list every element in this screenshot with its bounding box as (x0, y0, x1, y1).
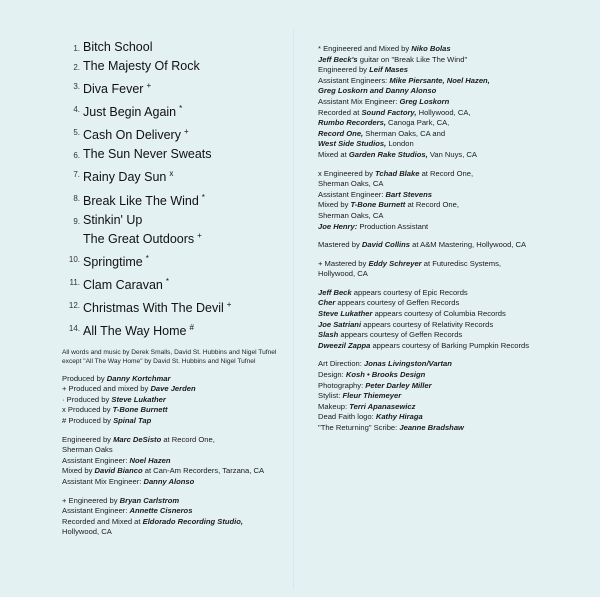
credit-text: at Futuredisc Systems, (421, 258, 501, 268)
credit-line (318, 129, 588, 140)
credit-name: Rumbo Recorders, (318, 118, 386, 128)
credit-name: Noel Hazen (129, 455, 171, 465)
credit-name: Jeff Beck's (318, 54, 358, 64)
track-number: 9. (73, 216, 80, 226)
credit-text: · Produced by (62, 394, 112, 404)
track-mark: * (201, 192, 205, 202)
credit-line (62, 477, 292, 488)
track-item (62, 101, 292, 120)
track-title-line: The Sun Never Sweats (83, 147, 212, 162)
credit-text: at Record One, (405, 200, 459, 210)
credit-name: Kathy Hiraga (375, 412, 423, 422)
track-item (62, 124, 292, 143)
track-number: 1. (73, 44, 80, 53)
credit-text: Assistant Engineer: (62, 506, 130, 516)
credit-name: Sound Factory, (361, 107, 417, 117)
credit-line (318, 240, 588, 251)
track-title-line: Clam Caravan (83, 278, 163, 293)
track-number: 14. (68, 324, 80, 334)
credit-text: Assistant Mix Engineer: (318, 96, 400, 106)
track-title (83, 274, 169, 293)
credit-text: London (386, 139, 414, 149)
track-item (62, 59, 292, 74)
credit-name: Bryan Carlstrom (119, 495, 180, 505)
track-number: 8. (73, 193, 80, 203)
track-title-line: The Great Outdoors (83, 231, 195, 246)
credit-line (318, 381, 588, 392)
credit-line (318, 423, 588, 434)
left-column (62, 40, 292, 538)
track-title-line: Diva Fever (83, 82, 144, 97)
credit-line (318, 298, 588, 309)
track-title (83, 297, 231, 316)
credit-text: x Produced by (62, 405, 113, 415)
credit-block (318, 44, 588, 161)
credit-name: Mike Piersante, Noel Hazen, (389, 75, 490, 85)
credit-name: Garden Rake Studios, (348, 149, 428, 159)
credit-line (318, 65, 588, 76)
credit-text: + Mastered by (318, 258, 369, 268)
track-item (62, 40, 292, 55)
credit-line (318, 179, 588, 190)
track-title (83, 320, 194, 339)
credit-line (318, 97, 588, 108)
credit-name: Leif Mases (369, 65, 408, 75)
credit-line (318, 412, 588, 423)
credit-name: Cher (318, 298, 336, 308)
credit-text: appears courtesy of Relativity Records (361, 319, 494, 329)
credit-line (62, 405, 292, 416)
credit-name: Jeanne Bradshaw (399, 423, 464, 432)
track-title (83, 124, 189, 143)
credit-name: Steve Lukather (111, 394, 166, 404)
credit-text: at Record One, (419, 168, 474, 178)
credit-line (62, 395, 292, 406)
credit-name: Jonas Livingston/Vartan (364, 359, 452, 369)
track-item (62, 190, 292, 209)
credit-line (62, 506, 292, 517)
track-mark: * (179, 104, 183, 114)
track-number: 7. (73, 170, 80, 180)
track-mark: + (197, 230, 202, 240)
credit-line (318, 169, 588, 180)
credit-text: Recorded and Mixed at (62, 516, 143, 526)
credit-line (318, 150, 588, 161)
track-title-line: Stinkin' Up (83, 212, 143, 227)
credit-text: Hollywood, CA (318, 269, 368, 279)
credit-line (62, 374, 292, 385)
credit-text: Assistant Engineers: (318, 75, 390, 85)
credit-name: Annette Cisneros (129, 506, 193, 516)
credit-name: Dweezil Zappa (318, 340, 371, 350)
credit-name: Kosh • Brooks Design (345, 370, 426, 380)
credit-text: Makeup: (318, 401, 350, 411)
credit-name: Greg Loskorn and Danny Alonso (318, 86, 437, 96)
credit-line (318, 76, 588, 87)
credit-text: appears courtesy of Geffen Records (335, 298, 460, 308)
credit-text: + Produced and mixed by (62, 384, 151, 394)
credit-text: Stylist: (318, 391, 343, 401)
credit-block (318, 288, 588, 352)
credit-text: appears courtesy of Barking Pumpkin Records (370, 340, 530, 350)
track-mark: x (169, 169, 174, 179)
track-item (62, 251, 292, 270)
credit-line (318, 139, 588, 150)
credit-line (62, 517, 292, 528)
credit-name: Joe Satriani (318, 319, 362, 329)
credit-line (62, 527, 292, 538)
track-number: 11. (69, 278, 80, 288)
track-title (83, 147, 212, 162)
credit-name: Danny Kortchmar (106, 373, 171, 383)
credit-line (62, 384, 292, 395)
credit-line (318, 269, 588, 280)
track-title-line: All The Way Home (83, 324, 187, 339)
credit-text: Produced by (62, 373, 107, 383)
credit-line (318, 330, 588, 341)
credit-line (318, 190, 588, 201)
credit-line (318, 402, 588, 413)
track-item (62, 297, 292, 316)
credit-name: David Collins (361, 240, 411, 250)
track-item (62, 213, 292, 247)
credit-text: Design: (318, 370, 346, 380)
credit-text: + Engineered by (62, 495, 120, 505)
credit-block (62, 435, 292, 488)
credit-line (62, 466, 292, 477)
credit-line (318, 44, 588, 55)
credit-text: Engineered by (318, 65, 370, 75)
credit-line (318, 200, 588, 211)
track-mark: # (189, 323, 194, 333)
track-item (62, 320, 292, 339)
credit-block (62, 374, 292, 427)
credit-text: Recorded at (318, 107, 362, 117)
track-title-line: Rainy Day Sun (83, 170, 167, 185)
credit-block (318, 240, 588, 251)
credit-text: guitar on "Break Like The Wind" (357, 54, 468, 64)
credit-text: Sherman Oaks (62, 445, 113, 455)
credit-name: Jeff Beck (318, 287, 352, 297)
track-title-line: Christmas With The Devil (83, 301, 224, 316)
credit-text: appears courtesy of Epic Records (351, 287, 468, 297)
credit-line (318, 55, 588, 66)
track-item (62, 274, 292, 293)
left-credits (62, 374, 292, 538)
right-credits (318, 44, 588, 434)
track-title-line: Bitch School (83, 40, 153, 54)
credit-text: Hollywood, CA, (416, 107, 471, 117)
credit-line (62, 496, 292, 507)
track-number: 3. (73, 82, 80, 91)
track-title (83, 190, 205, 209)
credit-line (318, 211, 588, 222)
credit-name: Steve Lukather (318, 309, 373, 319)
credit-name: Danny Alonso (143, 476, 195, 486)
credit-block (318, 359, 588, 433)
credit-name: David Bianco (94, 466, 143, 476)
track-title (83, 40, 152, 55)
track-number: 4. (73, 105, 80, 115)
credit-name: Spinal Tap (113, 415, 152, 425)
credit-name: Terri Apanasewicz (349, 401, 416, 411)
credit-text: Mixed by (318, 200, 351, 210)
track-number: 2. (73, 63, 80, 72)
credit-text: Mastered by (318, 240, 362, 250)
track-title (83, 101, 182, 120)
credit-text: Assistant Engineer: (318, 189, 386, 199)
track-number: 10. (68, 254, 80, 264)
track-title-line: Just Begin Again (83, 105, 177, 120)
credit-name: Niko Bolas (411, 44, 451, 53)
credit-text: Engineered by (62, 434, 114, 444)
credit-name: T-Bone Burnett (350, 200, 406, 210)
credit-text: Sherman Oaks, CA and (363, 128, 446, 138)
credit-line (318, 222, 588, 233)
track-mark: * (165, 277, 170, 287)
credit-text: Dead Faith logo: (318, 412, 376, 422)
credit-name: Peter Darley Miller (365, 380, 432, 390)
credit-text: Van Nuys, CA (427, 149, 477, 159)
credit-text: * Engineered and Mixed by (318, 44, 412, 53)
track-item (62, 78, 292, 97)
track-title (83, 251, 149, 270)
credit-line (318, 86, 588, 97)
track-title (83, 213, 202, 247)
credit-block (318, 169, 588, 233)
credit-text: Assistant Mix Engineer: (62, 476, 144, 486)
track-title (83, 59, 200, 74)
credit-text: Photography: (318, 380, 366, 390)
credit-text: x Engineered by (318, 168, 375, 178)
credit-text: at Can-Am Recorders, Tarzana, CA (142, 466, 265, 476)
credit-name: T-Bone Burnett (112, 405, 168, 415)
credit-line (318, 309, 588, 320)
credit-block (62, 496, 292, 538)
tracklist (62, 40, 292, 340)
credit-name: Dave Jerden (150, 384, 196, 394)
credit-text: appears courtesy of Columbia Records (372, 309, 506, 319)
credit-text: # Produced by (62, 415, 114, 425)
track-title-line: Cash On Delivery (83, 128, 181, 143)
credit-line (318, 118, 588, 129)
track-mark: + (146, 81, 152, 90)
credit-text: Sherman Oaks, CA (318, 179, 384, 189)
track-number: 5. (73, 128, 80, 138)
track-item (62, 147, 292, 162)
track-title-line: Break Like The Wind (83, 193, 199, 208)
credit-line (318, 259, 588, 270)
credit-name: Marc DeSisto (113, 434, 162, 444)
credit-line (318, 288, 588, 299)
credit-line (318, 391, 588, 402)
credit-line (318, 108, 588, 119)
track-item (62, 166, 292, 185)
track-title (83, 166, 173, 185)
credit-line (62, 445, 292, 456)
credit-name: Fleur Thiemeyer (342, 391, 402, 401)
credit-name: West Side Studios, (318, 139, 387, 149)
credit-text: Sherman Oaks, CA (318, 210, 384, 220)
credit-text: Assistant Engineer: (62, 455, 130, 465)
credit-line (318, 341, 588, 352)
track-title-line: Springtime (83, 255, 143, 270)
credit-text: appears courtesy of Geffen Records (338, 330, 463, 340)
track-mark: + (183, 127, 189, 137)
credit-line (62, 456, 292, 467)
credit-name: Record One, (318, 128, 364, 138)
credit-line (62, 416, 292, 427)
credit-name: Bart Stevens (385, 189, 432, 199)
credit-name: Tchad Blake (375, 168, 420, 178)
credit-text: at A&M Mastering, Hollywood, CA (410, 240, 527, 250)
words-music-credit: All words and music by Derek Smalls, David St. Hubbins and Nigel Tufnel except "All The Way Home" by David St. Hubbins and Nigel Tufnel (62, 348, 277, 365)
credit-text: Mixed by (62, 466, 95, 476)
right-column (318, 44, 588, 434)
credit-line (318, 370, 588, 381)
credit-text: Canoga Park, CA, (385, 118, 450, 128)
credit-line (318, 320, 588, 331)
credit-name: Eddy Schreyer (368, 258, 422, 268)
fold-line (293, 30, 294, 590)
track-number: 6. (73, 151, 80, 161)
track-title-line: The Majesty Of Rock (83, 59, 200, 73)
credit-text: at Record One, (161, 434, 215, 444)
track-mark: + (226, 300, 232, 310)
credit-name: Joe Henry: (318, 221, 358, 231)
credit-line (318, 359, 588, 370)
credit-block (318, 259, 588, 280)
credit-text: "The Returning" Scribe: (318, 423, 400, 432)
credit-text: Production Assistant (357, 221, 429, 231)
track-title (83, 78, 151, 97)
credit-text: Art Direction: (318, 359, 364, 369)
credit-name: Greg Loskorn (399, 96, 450, 106)
credit-name: Slash (318, 330, 339, 340)
credit-name: Eldorado Recording Studio, (142, 516, 244, 526)
credit-text: Hollywood, CA (62, 527, 112, 537)
track-number: 12. (68, 301, 80, 311)
track-mark: * (145, 253, 149, 263)
credit-line (62, 435, 292, 446)
credit-text: Mixed at (318, 149, 349, 159)
